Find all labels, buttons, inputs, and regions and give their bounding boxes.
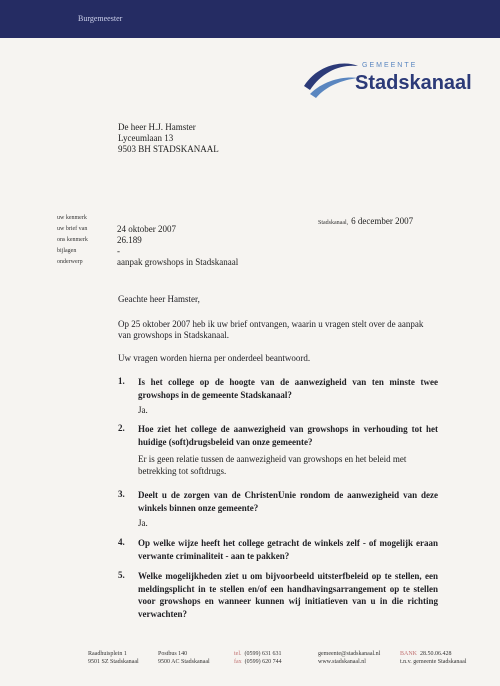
footer-online	[318, 650, 380, 666]
recipient-postal-city: 9503 BH STADSKANAAL	[118, 144, 219, 154]
answer-text: Er is geen relatie tussen de aanwezigheid van growshops en het beleid met betrekking tot softdrugs.	[138, 454, 407, 476]
reference-value: 24 oktober 2007	[117, 224, 176, 234]
intro-paragraph: Op 25 oktober 2007 heb ik uw brief ontvangen, waarin u vragen stelt over de aanpak van growshops in Stadskanaal.	[118, 318, 424, 340]
bank-label: BANK	[400, 651, 418, 657]
footer-email: gemeente@stadskanaal.nl	[318, 651, 381, 657]
footer-address-line: 9501 SZ Stadskanaal	[88, 659, 139, 665]
tel-number: (0599) 631 631	[244, 651, 282, 657]
footer-bank	[400, 650, 466, 666]
municipality-logo	[300, 56, 480, 108]
question-number: 1.	[118, 376, 125, 386]
fax-label: fax	[234, 659, 242, 665]
logo-subtitle: GEMEENTE	[362, 62, 418, 69]
tel-label: tel.	[234, 651, 242, 657]
reference-label: bijlagen	[57, 248, 77, 254]
reference-value: aanpak growshops in Stadskanaal	[117, 257, 239, 267]
fax-number: (0599) 620 744	[244, 659, 282, 665]
reference-label: onderwerp	[57, 259, 83, 265]
salutation: Geachte heer Hamster,	[118, 294, 200, 304]
question-number: 5.	[118, 570, 125, 580]
place-date	[318, 211, 413, 229]
question-text: Welke mogelijkheden ziet u om bijvoorbeeld uitsterfbeleid op te stellen, een meldingsplicht in te stellen en/of een handhavingsarrangement op te stellen voor growshops en wanneer kunnen wij initiatieven van u in die richting verwachten?	[138, 571, 438, 619]
footer-address-line: Raadhuisplein 1	[88, 651, 127, 657]
letter-footer	[0, 650, 500, 680]
footer-phone	[234, 650, 282, 666]
recipient-street: Lyceumlaan 13	[118, 133, 174, 143]
answer-text: Ja.	[138, 518, 148, 528]
letter-body	[118, 294, 438, 364]
reference-label: ons kenmerk	[57, 237, 88, 243]
bank-number: 28.50.06.428	[420, 651, 452, 657]
logo-city-name: Stadskanaal	[355, 72, 472, 94]
answer-text: Ja.	[138, 405, 148, 415]
reference-value: -	[117, 246, 120, 256]
footer-postbus-line: 9500 AC Stadskanaal	[158, 659, 210, 665]
reference-label: uw kenmerk	[57, 215, 87, 221]
recipient-address	[118, 122, 219, 155]
place: Stadskanaal,	[318, 220, 349, 226]
lead-paragraph: Uw vragen worden hierna per onderdeel beantwoord.	[118, 352, 311, 363]
question-text: Is het college op de hoogte van de aanwezigheid van ten minste twee growshops in de gemeente Stadskanaal?	[138, 377, 438, 400]
question-text: Hoe ziet het college de aanwezigheid van growshops in verhouding tot het huidige (soft)drugsbeleid van onze gemeente?	[138, 424, 438, 447]
reference-label: uw brief van	[57, 226, 88, 232]
footer-postbus	[158, 650, 210, 666]
question-number: 2.	[118, 423, 125, 433]
sender-role: Burgemeester	[78, 14, 123, 23]
reference-value: 26.189	[117, 235, 142, 245]
recipient-name: De heer H.J. Hamster	[118, 122, 196, 132]
letterhead-bar	[0, 0, 500, 38]
question-text: Deelt u de zorgen van de ChristenUnie rondom de aanwezigheid van deze winkels binnen onze gemeente?	[138, 490, 438, 513]
bank-holder: t.n.v. gemeente Stadskanaal	[400, 659, 467, 665]
question-number: 3.	[118, 489, 125, 499]
footer-postbus-line: Postbus 140	[158, 651, 188, 657]
footer-website: www.stadskanaal.nl	[318, 659, 366, 665]
question-number: 4.	[118, 537, 125, 547]
footer-address	[88, 650, 139, 666]
swoosh-icon	[300, 56, 360, 104]
date: 6 december 2007	[351, 216, 414, 226]
question-text: Op welke wijze heeft het college getracht de winkels zelf - of mogelijk eraan verwante criminaliteit - aan te pakken?	[138, 538, 438, 561]
